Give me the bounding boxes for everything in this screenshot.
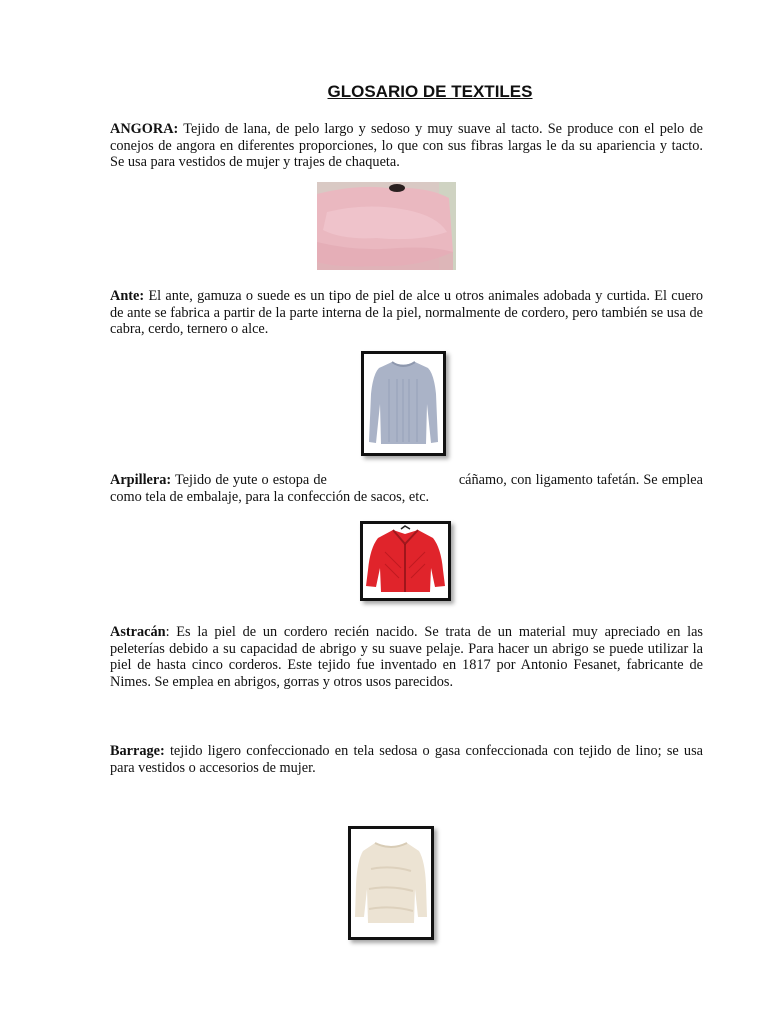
entry-term: Barrage: — [110, 743, 165, 759]
entry-definition: Tejido de lana, de pelo largo y sedoso y muy suave al tacto. Se produce con el pelo de conejos de angora en diferentes proporciones, lo que con sus fibras largas le da su apariencia y tacto. Se usa para vestidos de mujer y trajes de chaqueta. — [110, 121, 703, 170]
entry-term: Ante: — [110, 288, 145, 304]
entry-term: ANGORA: — [110, 121, 179, 137]
entry-term: Astracán — [110, 624, 166, 640]
entry-definition: El ante, gamuza o suede es un tipo de piel de alce u otros animales adobada y curtida. El cuero de ante se fabrica a partir de la parte interna de la piel, normalmente de cordero, pero también se usa de cabra, cerdo, ternero o alce. — [110, 288, 703, 337]
grey-sweater-image — [361, 351, 446, 456]
angora-sweater-image — [317, 182, 456, 270]
entry-definition-part-1: Tejido de yute o estopa de — [171, 472, 327, 488]
entry-angora — [110, 121, 703, 171]
cream-sweater-image — [348, 826, 434, 940]
entry-definition: tejido ligero confeccionado en tela sedosa o gasa confeccionada con tejido de lino; se usa para vestidos o accesorios de mujer. — [110, 743, 703, 776]
entry-astracan — [110, 624, 703, 690]
entry-definition: : Es la piel de un cordero recién nacido. Se trata de un material muy apreciado en las peleterías debido a su capacidad de abrigo y su suave pelaje. Para hacer un abrigo se puede utilizar la piel de hasta cinco corderos. Este tejido fue inventado en 1817 por Antonio Fesanet, fabricante de Nimes. Se emplea en abrigos, gorras y otros usos parecidos. — [110, 624, 703, 690]
entry-arpillera — [110, 472, 703, 505]
entry-term: Arpillera: — [110, 472, 172, 488]
red-jacket-image — [360, 521, 451, 601]
entry-ante — [110, 288, 703, 338]
entry-definition-part-2: cáñamo, con ligamento tafetán. Se emplea como tela de embalaje, para la confección de sacos, etc. — [110, 472, 703, 505]
entry-barrage — [110, 743, 703, 776]
page-title: GLOSARIO DE TEXTILES — [327, 82, 533, 101]
